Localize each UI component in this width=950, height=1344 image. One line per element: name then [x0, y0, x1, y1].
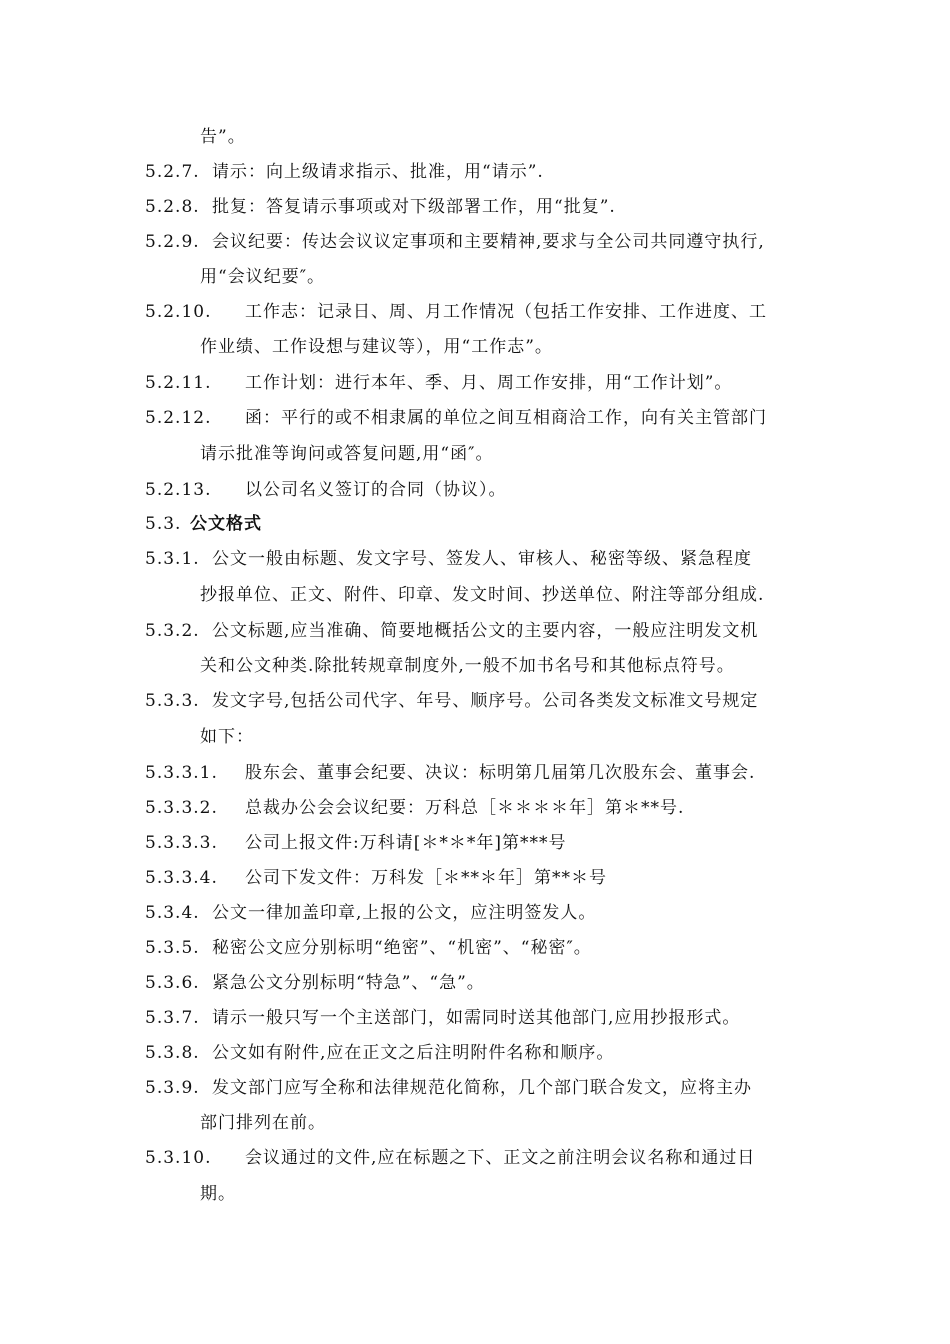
- line-text: 股东会、董事会纪要、决议：标明第几届第几次股东会、董事会.: [245, 763, 756, 783]
- line-text: 会议纪要：传达会议议定事项和主要精神,要求与全公司共同遵守执行,: [212, 232, 765, 252]
- line-text: 公司下发文件：万科发［＊**＊年］第**＊号: [245, 868, 607, 888]
- section-number: 5.3.3.4.: [145, 868, 218, 888]
- section-number: 5.3.3.2.: [145, 798, 218, 818]
- heading-text: 公文格式: [190, 514, 262, 534]
- section-number: 5.3.7.: [145, 1008, 200, 1028]
- line-text: 以公司名义签订的合同（协议）。: [245, 480, 507, 500]
- line-text: 公文一般由标题、发文字号、签发人、审核人、秘密等级、紧急程度: [212, 549, 752, 569]
- section-number: 5.3.6.: [145, 973, 200, 993]
- line-text: 抄报单位、正文、附件、印章、发文时间、抄送单位、附注等部分组成.: [200, 585, 765, 605]
- line-text: 关和公文种类.除批转规章制度外,一般不加书名号和其他标点符号。: [200, 656, 735, 676]
- section-number: 5.2.9.: [145, 232, 200, 252]
- line-text: 用“会议纪要″。: [200, 267, 326, 287]
- line-text: 工作志：记录日、周、月工作情况（包括工作安排、工作进度、工: [245, 302, 767, 322]
- line-text: 函：平行的或不相隶属的单位之间互相商洽工作，向有关主管部门: [245, 408, 767, 428]
- line-text: 公文标题,应当准确、简要地概括公文的主要内容，一般应注明发文机: [212, 621, 759, 641]
- line-text: 请示：向上级请求指示、批准，用“请示”.: [212, 162, 544, 182]
- line-text: 部门排列在前。: [200, 1113, 326, 1133]
- section-number: 5.3.9.: [145, 1078, 200, 1098]
- line-text: 工作计划：进行本年、季、月、周工作安排，用“工作计划”。: [245, 373, 733, 393]
- section-number: 5.2.10.: [145, 302, 212, 322]
- section-number: 5.2.7.: [145, 162, 200, 182]
- section-number: 5.3.8.: [145, 1043, 200, 1063]
- line-text: 如下：: [200, 727, 254, 747]
- section-number: 5.2.12.: [145, 408, 212, 428]
- line-text: 公文如有附件,应在正文之后注明附件名称和顺序。: [212, 1043, 615, 1063]
- section-number: 5.3.10.: [145, 1148, 212, 1168]
- line-text: 作业绩、工作设想与建议等），用“工作志”。: [200, 337, 553, 357]
- section-number: 5.3.1.: [145, 549, 200, 569]
- line-text: 请示批准等询问或答复问题,用“函″。: [200, 444, 494, 464]
- section-number: 5.3.3.: [145, 691, 200, 711]
- section-number: 5.3.4.: [145, 903, 200, 923]
- line-text: 发文字号,包括公司代字、年号、顺序号。公司各类发文标准文号规定: [212, 691, 759, 711]
- line-text: 公文一律加盖印章,上报的公文，应注明签发人。: [212, 903, 597, 923]
- line-text: 秘密公文应分别标明“绝密”、“机密”、“秘密″。: [212, 938, 592, 958]
- section-number: 5.3.3.3.: [145, 833, 218, 853]
- section-number: 5.3.3.1.: [145, 763, 218, 783]
- line-text: 请示一般只写一个主送部门，如需同时送其他部门,应用抄报形式。: [212, 1008, 741, 1028]
- line-text: 批复：答复请示事项或对下级部署工作，用“批复”.: [212, 197, 616, 217]
- section-number: 5.2.11.: [145, 373, 212, 393]
- line-text: 总裁办公会会议纪要：万科总［＊＊＊＊年］第＊**号.: [245, 798, 685, 818]
- section-number: 5.3.5.: [145, 938, 200, 958]
- line-text: 告”。: [200, 127, 246, 147]
- line-text: 公司上报文件:万科请[＊*＊*年]第***号: [245, 833, 567, 853]
- section-number: 5.2.13.: [145, 480, 212, 500]
- section-number: 5.3.: [145, 514, 182, 534]
- section-number: 5.3.2.: [145, 621, 200, 641]
- line-text: 紧急公文分别标明“特急”、“急”。: [212, 973, 485, 993]
- line-text: 发文部门应写全称和法律规范化简称，几个部门联合发文，应将主办: [212, 1078, 752, 1098]
- line-text: 期。: [200, 1184, 236, 1204]
- line-text: 会议通过的文件,应在标题之下、正文之前注明会议名称和通过日: [245, 1148, 756, 1168]
- section-number: 5.2.8.: [145, 197, 200, 217]
